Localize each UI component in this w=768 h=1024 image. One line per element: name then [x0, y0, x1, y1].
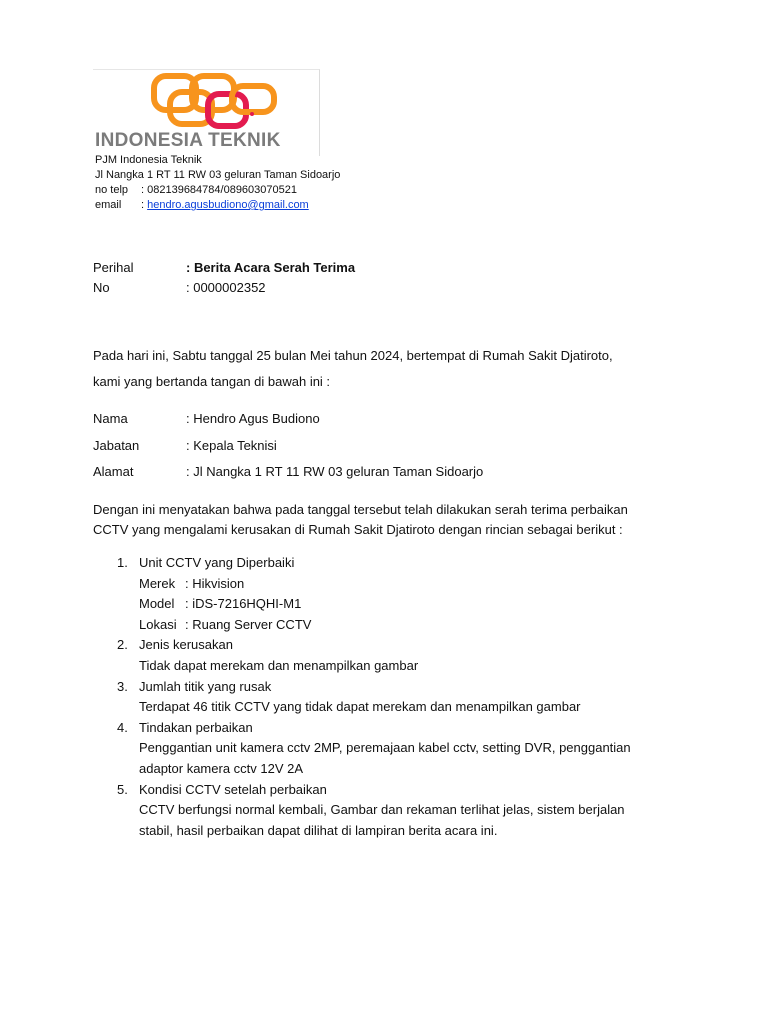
email-label: email — [95, 199, 122, 211]
company-header — [95, 153, 340, 213]
company-phone — [95, 183, 340, 198]
email-separator: : — [141, 199, 145, 211]
signatory-identity — [93, 406, 483, 486]
letter-meta — [93, 258, 355, 298]
logo-rings-icon — [148, 72, 318, 134]
list-item-title: Tindakan perbaikan — [139, 719, 253, 735]
logo-wordmark: INDONESIA TEKNIK — [95, 130, 281, 151]
position-value: : Kepala Teknisi — [186, 437, 277, 453]
repair-details-list — [113, 553, 693, 841]
list-item-title: Jumlah titik yang rusak — [139, 678, 272, 694]
number-label: No — [93, 280, 110, 295]
company-name: PJM Indonesia Teknik — [95, 154, 202, 166]
address-label: Alamat — [93, 464, 134, 479]
list-item-text: Terdapat 46 titik CCTV yang tidak dapat merekam dan menampilkan gambar — [139, 699, 581, 715]
list-item — [113, 553, 693, 635]
model-label: Model — [139, 596, 175, 612]
intro-line-2: kami yang bertanda tangan di bawah ini : — [93, 374, 331, 389]
phone-label: no telp — [95, 184, 129, 196]
intro-paragraph — [93, 343, 693, 395]
address-value: : Jl Nangka 1 RT 11 RW 03 geluran Taman Sidoarjo — [186, 464, 484, 479]
email-link[interactable]: hendro.agusbudiono@gmail.com — [147, 199, 309, 211]
list-item — [113, 635, 693, 676]
name-value: : Hendro Agus Budiono — [186, 411, 320, 426]
list-item — [113, 677, 693, 718]
brand-value: : Hikvision — [185, 575, 245, 591]
address-row — [93, 459, 483, 486]
position-row — [93, 433, 483, 460]
model-row — [139, 594, 693, 615]
perihal-row — [93, 258, 355, 278]
list-item — [113, 780, 693, 842]
declaration-line-2: CCTV yang mengalami kerusakan di Rumah Sakit Djatiroto dengan rincian sebagai berikut : — [93, 522, 623, 537]
list-item-text: CCTV berfungsi normal kembali, Gambar dan rekaman terlihat jelas, sistem berjalan — [139, 802, 625, 818]
list-item-title: Kondisi CCTV setelah perbaikan — [139, 781, 327, 797]
name-row — [93, 406, 483, 433]
model-value: : iDS-7216HQHI-M1 — [185, 596, 302, 612]
company-email — [95, 198, 340, 213]
list-item-number: 3. — [117, 678, 128, 694]
intro-line-1: Pada hari ini, Sabtu tanggal 25 bulan Mei tahun 2024, bertempat di Rumah Sakit Djatiroto, — [93, 348, 613, 363]
location-row — [139, 615, 693, 636]
brand-label: Merek — [139, 575, 176, 591]
company-logo — [93, 69, 320, 156]
company-address: Jl Nangka 1 RT 11 RW 03 geluran Taman Sidoarjo — [95, 169, 341, 181]
list-item-title: Unit CCTV yang Diperbaiki — [139, 555, 295, 570]
list-item-number: 5. — [117, 781, 128, 797]
list-item-number: 4. — [117, 719, 128, 735]
brand-row — [139, 574, 693, 595]
list-item-text: Penggantian unit kamera cctv 2MP, peremajaan kabel cctv, setting DVR, penggantian — [139, 740, 631, 756]
phone-value: : 082139684784/089603070521 — [141, 184, 297, 196]
location-label: Lokasi — [139, 616, 177, 632]
perihal-value: : Berita Acara Serah Terima — [186, 260, 356, 275]
list-item-text: stabil, hasil perbaikan dapat dilihat di lampiran berita acara ini. — [139, 822, 498, 838]
list-item-title: Jenis kerusakan — [139, 637, 233, 653]
declaration-line-1: Dengan ini menyatakan bahwa pada tanggal tersebut telah dilakukan serah terima perbaikan — [93, 502, 628, 517]
list-item — [113, 718, 693, 780]
list-item-text: adaptor kamera cctv 12V 2A — [139, 760, 304, 776]
list-item-text: Tidak dapat merekam dan menampilkan gambar — [139, 657, 419, 673]
location-value: : Ruang Server CCTV — [185, 616, 312, 632]
number-value: : 0000002352 — [186, 280, 266, 295]
perihal-label: Perihal — [93, 260, 134, 275]
position-label: Jabatan — [93, 437, 140, 453]
list-item-number: 1. — [117, 555, 128, 570]
name-label: Nama — [93, 411, 128, 426]
declaration-paragraph — [93, 500, 693, 540]
number-row — [93, 278, 355, 298]
list-item-number: 2. — [117, 637, 128, 653]
